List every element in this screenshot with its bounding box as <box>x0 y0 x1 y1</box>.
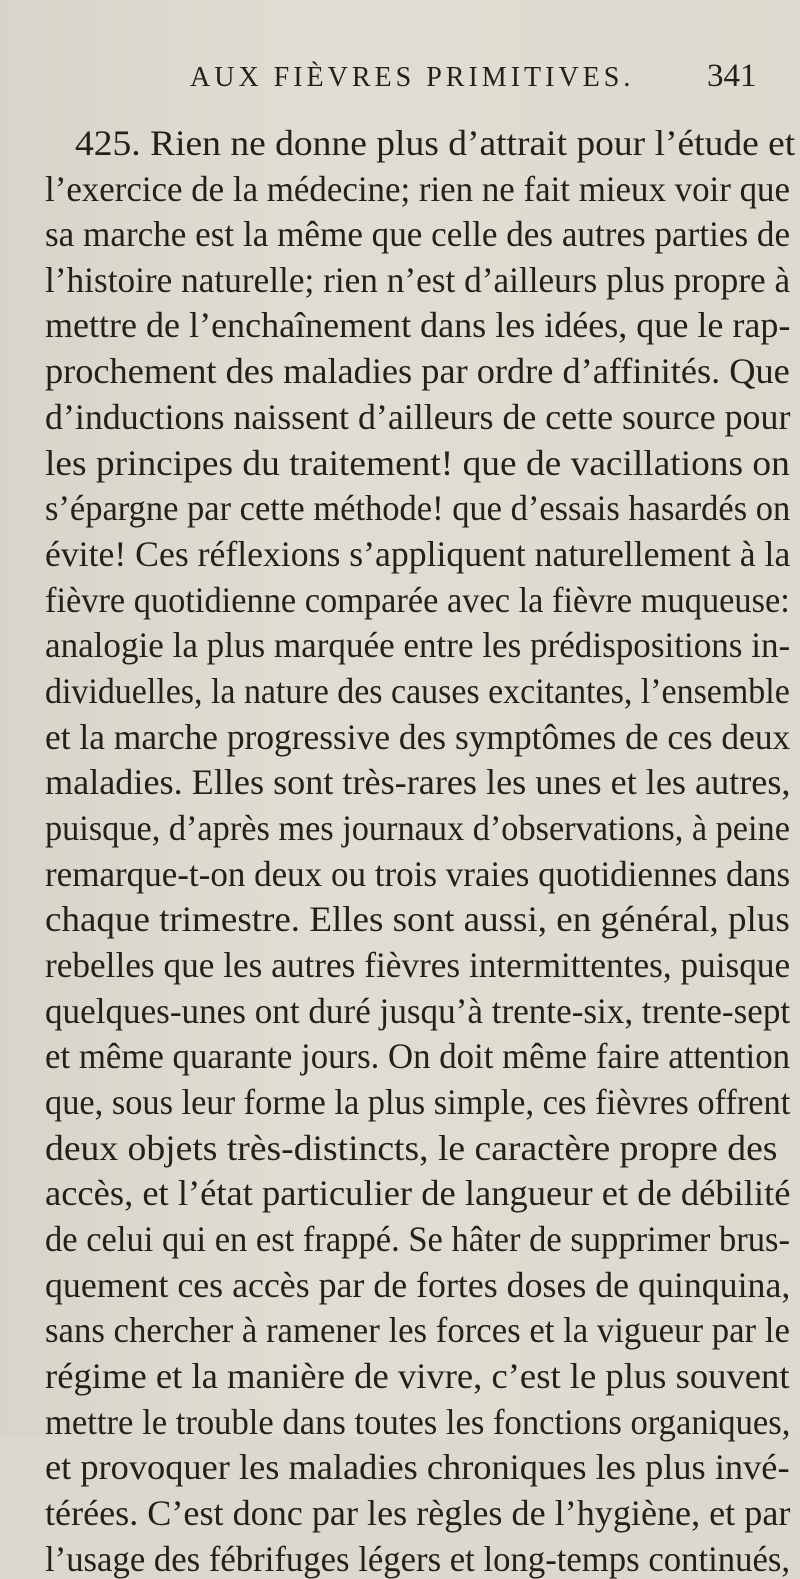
text-line: remarque-t-on deux ou trois vraies quotidiennes dans <box>45 854 791 894</box>
text-line: l’usage des fébrifuges légers et long-temps continués, <box>45 1539 791 1579</box>
text-line: de celui qui en est frappé. Se hâter de supprimer brus- <box>45 1219 790 1259</box>
text-line: d’inductions naissent d’ailleurs de cette source pour <box>45 397 791 437</box>
text-line: analogie la plus marquée entre les prédispositions in- <box>45 625 791 665</box>
text-line: sa marche est la même que celle des autres parties de <box>45 214 791 254</box>
text-line: sans chercher à ramener les forces et la vigueur par le <box>45 1310 790 1350</box>
text-line: s’épargne par cette méthode! que d’essais hasardés on <box>45 488 791 528</box>
text-line: mettre de l’enchaînement dans les idées, que le rap- <box>45 305 791 345</box>
text-line: quelques-unes ont duré jusqu’à trente-six, trente-sept <box>45 991 791 1031</box>
text-line: l’histoire naturelle; rien n’est d’ailleurs plus propre à <box>45 260 791 300</box>
text-line: puisque, d’après mes journaux d’observations, à peine <box>45 808 790 848</box>
text-line: quement ces accès par de fortes doses de quinquina, <box>45 1265 791 1305</box>
text-line: l’exercice de la médecine; rien ne fait mieux voir que <box>45 169 790 209</box>
text-line: fièvre quotidienne comparée avec la fièvre muqueuse: <box>45 580 790 620</box>
text-line: térées. C’est donc par les règles de l’hygiène, et par <box>45 1493 791 1533</box>
text-line: prochement des maladies par ordre d’affinités. Que <box>45 351 790 391</box>
page-number: 341 <box>707 58 757 94</box>
text-line: mettre le trouble dans toutes les fonctions organiques, <box>45 1402 791 1442</box>
running-header <box>190 58 757 94</box>
text-line: régime et la manière de vivre, c’est le plus souvent <box>45 1356 790 1396</box>
text-line: 425. Rien ne donne plus d’attrait pour l’étude et <box>75 123 796 163</box>
text-line: et provoquer les maladies chroniques les plus invé- <box>45 1447 790 1487</box>
text-line: et la marche progressive des symptômes de ces deux <box>45 717 791 757</box>
text-line: les principes du traitement! que de vacillations on <box>45 443 790 483</box>
text-line: rebelles que les autres fièvres intermittentes, puisque <box>45 945 791 985</box>
text-line: évite! Ces réflexions s’appliquent naturellement à la <box>45 534 791 574</box>
text-line: accès, et l’état particulier de langueur et de débilité <box>45 1173 791 1213</box>
running-title: AUX FIÈVRES PRIMITIVES. <box>190 62 635 93</box>
text-line: chaque trimestre. Elles sont aussi, en général, plus <box>45 899 790 939</box>
text-line: maladies. Elles sont très-rares les unes et les autres, <box>45 762 791 802</box>
text-line: deux objets très-distincts, le caractère propre des <box>45 1128 778 1168</box>
text-line: que, sous leur forme la plus simple, ces fièvres offrent <box>45 1082 791 1122</box>
text-line: dividuelles, la nature des causes excitantes, l’ensemble <box>45 671 790 711</box>
text-line: et même quarante jours. On doit même faire attention <box>45 1036 791 1076</box>
